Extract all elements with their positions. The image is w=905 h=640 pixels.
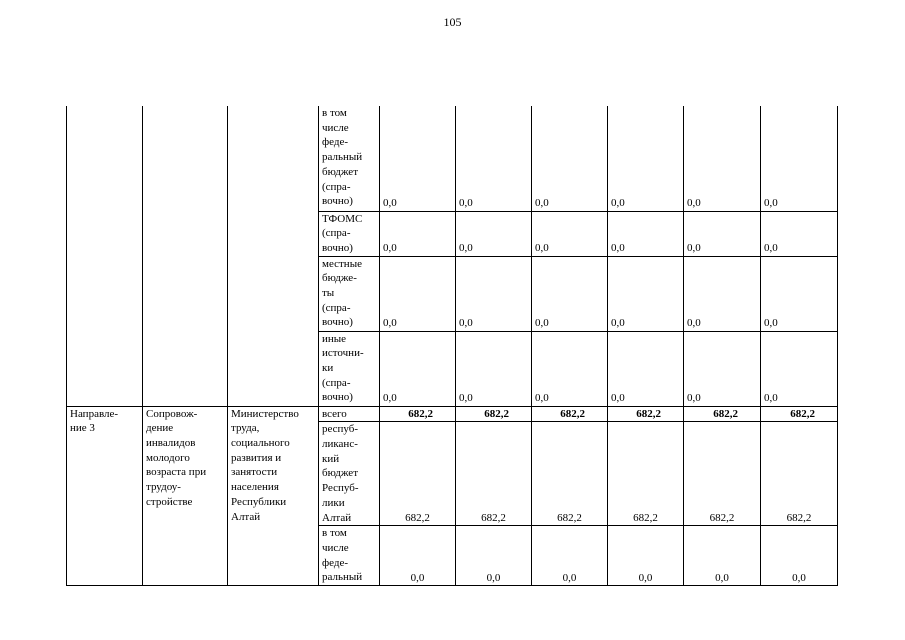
total-value-cell: 682,2 <box>532 406 608 422</box>
value-cell: 0,0 <box>761 256 838 331</box>
source-cell: иные источни- ки (спра- вочно) <box>319 331 380 406</box>
value-cell: 682,2 <box>684 422 761 526</box>
value-cell: 0,0 <box>532 211 608 256</box>
table-row <box>67 106 838 211</box>
value-cell: 0,0 <box>532 526 608 586</box>
value-cell: 682,2 <box>380 422 456 526</box>
value-cell: 0,0 <box>608 331 684 406</box>
value-cell: 0,0 <box>684 526 761 586</box>
value-cell: 682,2 <box>456 422 532 526</box>
value-cell: 0,0 <box>761 526 838 586</box>
total-value-cell: 682,2 <box>608 406 684 422</box>
value-cell: 0,0 <box>456 526 532 586</box>
value-cell: 0,0 <box>532 331 608 406</box>
value-cell: 0,0 <box>456 211 532 256</box>
value-cell: 0,0 <box>684 256 761 331</box>
executor-cell: Министерство труда, социального развития и занятости населения Республики Алтай <box>228 406 319 586</box>
value-cell: 0,0 <box>608 256 684 331</box>
value-cell: 0,0 <box>684 211 761 256</box>
executor-cell-empty <box>228 106 319 406</box>
value-cell: 0,0 <box>380 256 456 331</box>
direction-cell-empty <box>67 106 143 406</box>
budget-table <box>66 106 838 586</box>
value-cell: 682,2 <box>532 422 608 526</box>
value-cell: 0,0 <box>380 331 456 406</box>
value-cell: 0,0 <box>761 106 838 211</box>
table-row <box>67 406 838 422</box>
value-cell: 0,0 <box>532 256 608 331</box>
total-value-cell: 682,2 <box>684 406 761 422</box>
measure-name-cell: Сопровож- дение инвалидов молодого возраста при трудоу- стройстве <box>143 406 228 586</box>
value-cell: 0,0 <box>456 256 532 331</box>
source-cell: респуб- ликанс- кий бюджет Респуб- лики Алтай <box>319 422 380 526</box>
value-cell: 0,0 <box>761 211 838 256</box>
value-cell: 0,0 <box>608 106 684 211</box>
direction-name-cell: Направле- ние 3 <box>67 406 143 586</box>
source-cell: в том числе феде- ральный <box>319 526 380 586</box>
value-cell: 682,2 <box>608 422 684 526</box>
source-cell: ТФОМС (спра- вочно) <box>319 211 380 256</box>
value-cell: 0,0 <box>380 526 456 586</box>
source-cell: в том числе феде- ральный бюджет (спра- вочно) <box>319 106 380 211</box>
value-cell: 0,0 <box>608 211 684 256</box>
source-cell: местные бюдже- ты (спра- вочно) <box>319 256 380 331</box>
value-cell: 682,2 <box>761 422 838 526</box>
total-value-cell: 682,2 <box>380 406 456 422</box>
total-value-cell: 682,2 <box>761 406 838 422</box>
value-cell: 0,0 <box>380 211 456 256</box>
value-cell: 0,0 <box>456 106 532 211</box>
measure-cell-empty <box>143 106 228 406</box>
value-cell: 0,0 <box>684 106 761 211</box>
value-cell: 0,0 <box>532 106 608 211</box>
value-cell: 0,0 <box>761 331 838 406</box>
value-cell: 0,0 <box>380 106 456 211</box>
source-cell: всего <box>319 406 380 422</box>
total-value-cell: 682,2 <box>456 406 532 422</box>
page-number: 105 <box>443 15 462 29</box>
value-cell: 0,0 <box>456 331 532 406</box>
value-cell: 0,0 <box>684 331 761 406</box>
value-cell: 0,0 <box>608 526 684 586</box>
